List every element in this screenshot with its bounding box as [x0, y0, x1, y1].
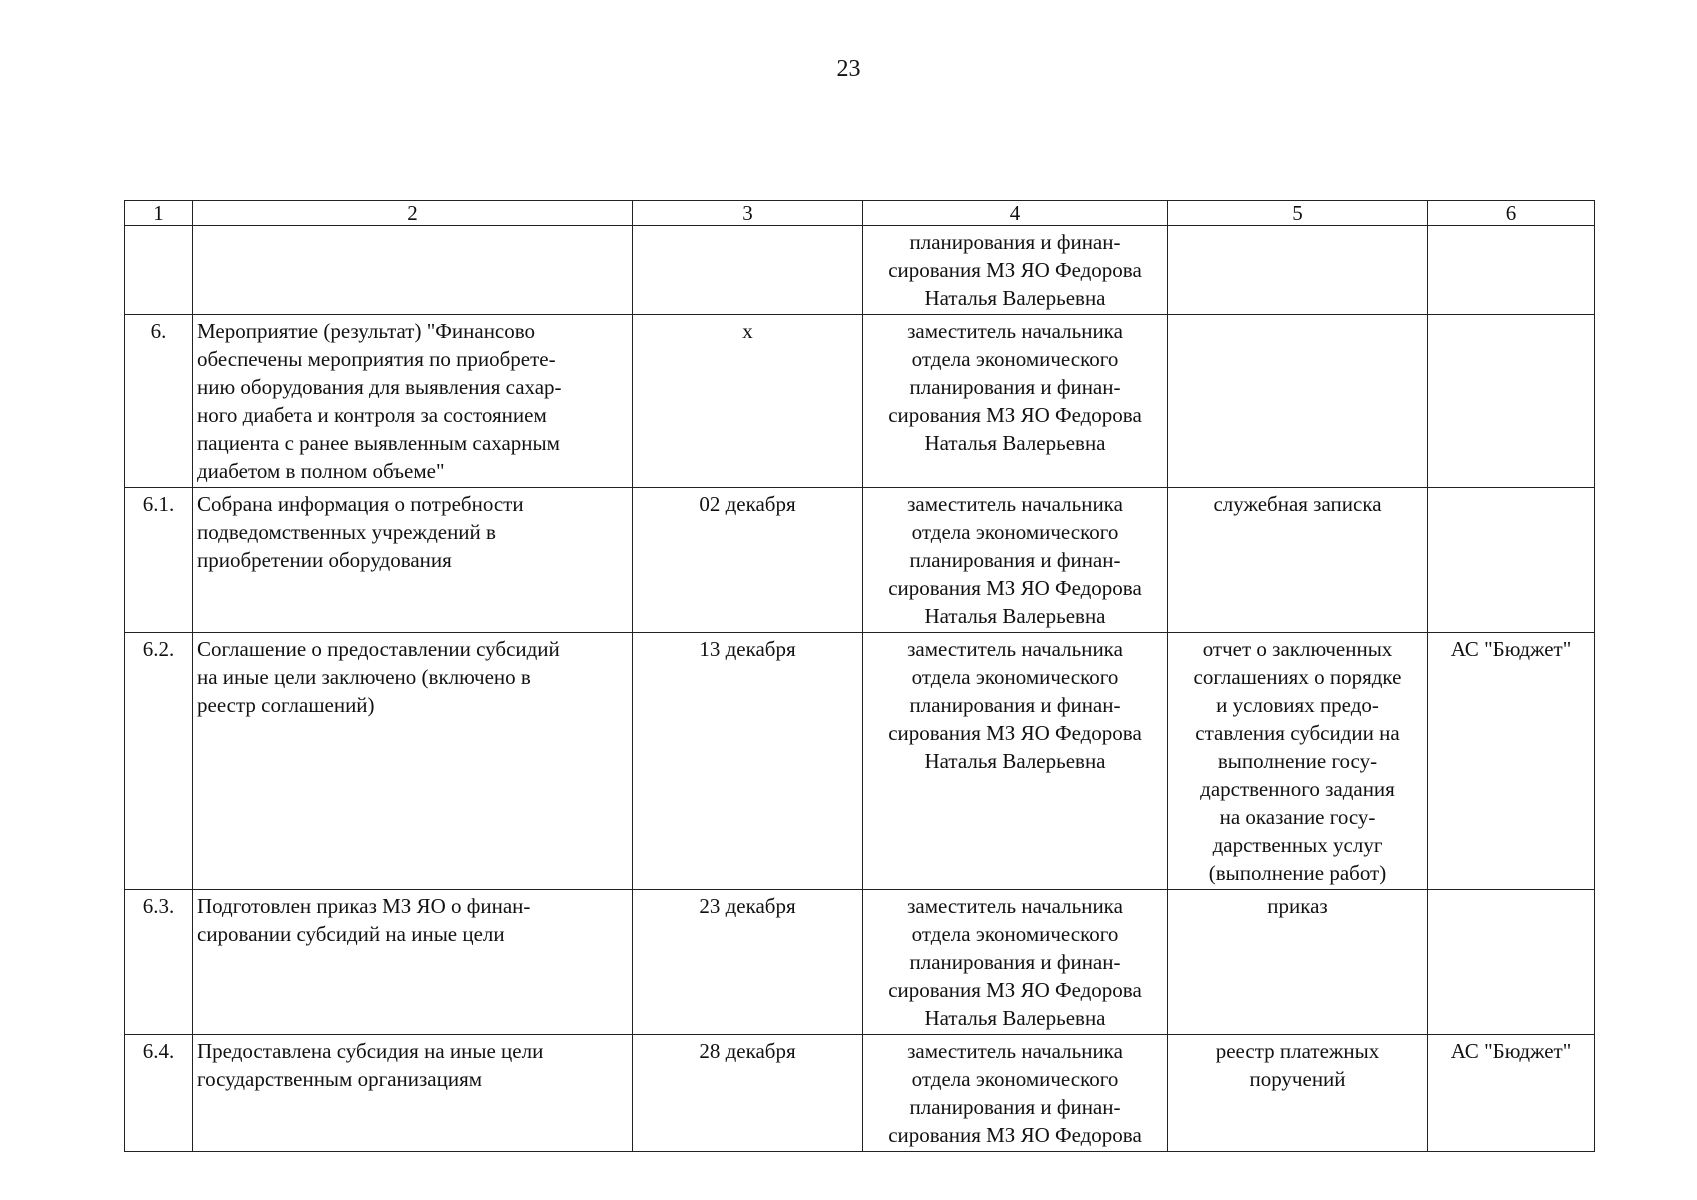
document-line: поручений	[1249, 1067, 1346, 1091]
document-line: отчет о заключенных	[1202, 637, 1393, 661]
document-line: выполнение госу-	[1217, 749, 1378, 773]
responsible-person	[863, 1035, 1168, 1152]
responsible-line: сирования МЗ ЯО Федорова	[888, 258, 1142, 282]
responsible-line: сирования МЗ ЯО Федорова	[888, 721, 1142, 745]
result-document	[1168, 226, 1428, 315]
deadline: х	[633, 315, 863, 488]
responsible-line: отдела экономического	[911, 347, 1119, 371]
responsible-person	[863, 890, 1168, 1035]
document-line: приказ	[1267, 894, 1328, 918]
responsible-line: Наталья Валерьевна	[924, 286, 1106, 310]
result-document	[1168, 1035, 1428, 1152]
result-document	[1168, 890, 1428, 1035]
row-number: 6.3.	[125, 890, 193, 1035]
activity-line: Предоставлена субсидия на иные цели	[197, 1039, 544, 1063]
activity-line: нию оборудования для выявления сахар-	[197, 375, 562, 399]
row-number: 6.4.	[125, 1035, 193, 1152]
document-line: реестр платежных	[1215, 1039, 1380, 1063]
info-system	[1428, 315, 1595, 488]
activity-text	[193, 488, 633, 633]
responsible-line: заместитель начальника	[907, 637, 1123, 661]
responsible-line: планирования и финан-	[909, 1095, 1121, 1119]
document-line: соглашениях о порядке	[1193, 665, 1402, 689]
table-header-row	[125, 201, 1595, 226]
activity-text	[193, 890, 633, 1035]
activity-line: пациента с ранее выявленным сахарным	[197, 431, 560, 455]
activity-line: подведомственных учреждений в	[197, 520, 496, 544]
responsible-line: Наталья Валерьевна	[924, 431, 1106, 455]
info-system: АС "Бюджет"	[1428, 633, 1595, 890]
result-document	[1168, 315, 1428, 488]
document-line: служебная записка	[1213, 492, 1382, 516]
activity-line: сировании субсидий на иные цели	[197, 922, 505, 946]
activities-table	[124, 200, 1595, 1152]
header-cell: 3	[633, 201, 863, 226]
header-cell: 2	[193, 201, 633, 226]
result-document	[1168, 488, 1428, 633]
info-system	[1428, 890, 1595, 1035]
responsible-line: отдела экономического	[911, 520, 1119, 544]
responsible-line: сирования МЗ ЯО Федорова	[888, 1123, 1142, 1147]
responsible-line: Наталья Валерьевна	[924, 1006, 1106, 1030]
responsible-line: заместитель начальника	[907, 492, 1123, 516]
responsible-person	[863, 226, 1168, 315]
row-number: 6.1.	[125, 488, 193, 633]
activity-line: ного диабета и контроля за состоянием	[197, 403, 547, 427]
responsible-person	[863, 488, 1168, 633]
header-cell: 1	[125, 201, 193, 226]
document-line: и условиях предо-	[1216, 693, 1379, 717]
responsible-line: Наталья Валерьевна	[924, 749, 1106, 773]
document-line: (выполнение работ)	[1208, 861, 1387, 885]
responsible-line: планирования и финан-	[909, 375, 1121, 399]
deadline: 23 декабря	[633, 890, 863, 1035]
row-number: 6.	[125, 315, 193, 488]
activity-text	[193, 1035, 633, 1152]
activity-line: приобретении оборудования	[197, 548, 452, 572]
responsible-line: сирования МЗ ЯО Федорова	[888, 403, 1142, 427]
responsible-line: Наталья Валерьевна	[924, 604, 1106, 628]
page-number: 23	[836, 56, 861, 82]
responsible-person	[863, 315, 1168, 488]
activity-text	[193, 633, 633, 890]
activity-line: Собрана информация о потребности	[197, 492, 524, 516]
responsible-line: заместитель начальника	[907, 894, 1123, 918]
info-system: АС "Бюджет"	[1428, 1035, 1595, 1152]
responsible-line: сирования МЗ ЯО Федорова	[888, 576, 1142, 600]
header-cell: 4	[863, 201, 1168, 226]
activity-line: Подготовлен приказ МЗ ЯО о финан-	[197, 894, 531, 918]
table-row	[125, 1035, 1595, 1152]
responsible-line: заместитель начальника	[907, 319, 1123, 343]
result-document	[1168, 633, 1428, 890]
responsible-line: планирования и финан-	[909, 548, 1121, 572]
info-system	[1428, 488, 1595, 633]
deadline: 02 декабря	[633, 488, 863, 633]
deadline: 28 декабря	[633, 1035, 863, 1152]
activity-text	[193, 315, 633, 488]
responsible-line: отдела экономического	[911, 665, 1119, 689]
row-number: 6.2.	[125, 633, 193, 890]
activity-line: Мероприятие (результат) "Финансово	[197, 319, 536, 343]
header-cell: 6	[1428, 201, 1595, 226]
row-number	[125, 226, 193, 315]
responsible-line: отдела экономического	[911, 1067, 1119, 1091]
deadline	[633, 226, 863, 315]
activity-line: государственным организациям	[197, 1067, 483, 1091]
responsible-line: планирования и финан-	[909, 693, 1121, 717]
deadline: 13 декабря	[633, 633, 863, 890]
activity-line: на иные цели заключено (включено в	[197, 665, 531, 689]
activity-text	[193, 226, 633, 315]
activity-line: реестр соглашений)	[197, 693, 375, 717]
responsible-line: сирования МЗ ЯО Федорова	[888, 978, 1142, 1002]
responsible-person	[863, 633, 1168, 890]
header-cell: 5	[1168, 201, 1428, 226]
activity-line: Соглашение о предоставлении субсидий	[197, 637, 560, 661]
table-row	[125, 488, 1595, 633]
table-row	[125, 890, 1595, 1035]
document-line: дарственного задания	[1200, 777, 1395, 801]
responsible-line: планирования и финан-	[909, 230, 1121, 254]
table-row	[125, 633, 1595, 890]
responsible-line: заместитель начальника	[907, 1039, 1123, 1063]
activity-line: диабетом в полном объеме"	[197, 459, 445, 483]
activity-line: обеспечены мероприятия по приобрете-	[197, 347, 556, 371]
info-system	[1428, 226, 1595, 315]
responsible-line: планирования и финан-	[909, 950, 1121, 974]
document-line: на оказание госу-	[1219, 805, 1376, 829]
table-row	[125, 315, 1595, 488]
document-line: дарственных услуг	[1212, 833, 1383, 857]
document-line: ставления субсидии на	[1195, 721, 1400, 745]
table-row	[125, 226, 1595, 315]
responsible-line: отдела экономического	[911, 922, 1119, 946]
